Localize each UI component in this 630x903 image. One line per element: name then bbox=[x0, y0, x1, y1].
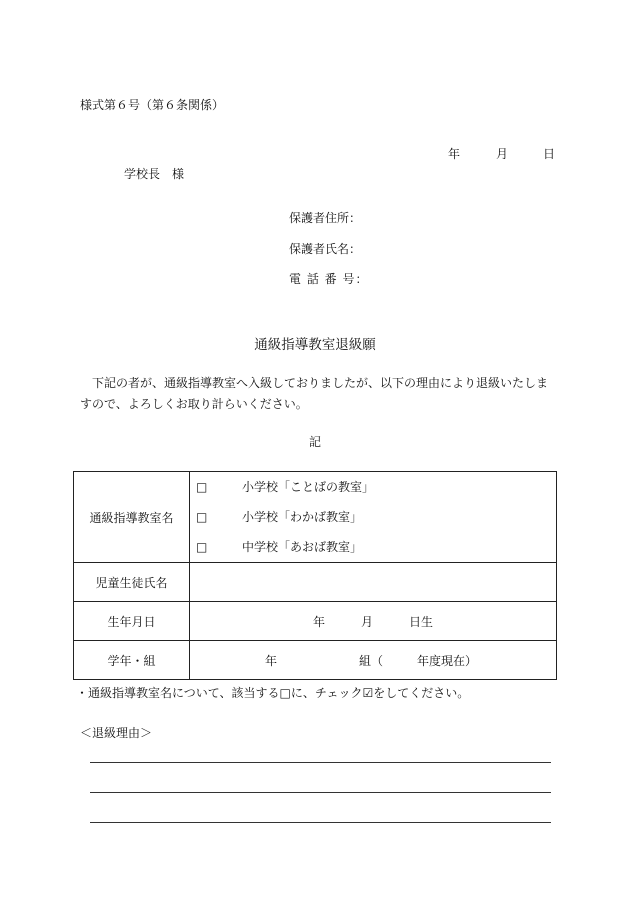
checkbox-icon[interactable]: □ bbox=[196, 540, 208, 554]
date-month-label: 月 bbox=[496, 147, 509, 161]
guardian-name-label: 保護者氏名： bbox=[289, 242, 362, 256]
checkbox-icon[interactable]: □ bbox=[196, 510, 208, 524]
classroom-option-label: 小学校「わかば教室」 bbox=[242, 510, 363, 524]
classroom-option[interactable] bbox=[190, 502, 556, 532]
student-name-field[interactable] bbox=[190, 563, 557, 602]
grade-class-label: 組（ bbox=[359, 653, 384, 668]
classroom-row bbox=[74, 472, 557, 563]
birth-month-label: 月 bbox=[361, 614, 374, 629]
grade-field[interactable] bbox=[190, 641, 557, 680]
date-line bbox=[448, 145, 555, 162]
grade-fiscal-label: 年度現在） bbox=[417, 653, 478, 668]
reason-line[interactable] bbox=[90, 762, 551, 763]
grade-row bbox=[74, 641, 557, 680]
check-instruction-note: ・通級指導教室名について、該当する□に、チェック☑をしてください。 bbox=[76, 686, 470, 700]
document-title: 通級指導教室退級願 bbox=[254, 337, 376, 353]
guardian-address-label: 保護者住所： bbox=[289, 211, 362, 225]
application-table bbox=[73, 471, 557, 680]
student-name-row bbox=[74, 563, 557, 602]
grade-year-label: 年 bbox=[265, 653, 278, 668]
reason-line[interactable] bbox=[90, 792, 551, 793]
guardian-phone-label: 電 話 番 号： bbox=[289, 272, 369, 286]
classroom-label: 通級指導教室名 bbox=[74, 472, 190, 563]
classroom-option[interactable] bbox=[190, 472, 556, 502]
birthdate-label: 生年月日 bbox=[74, 602, 190, 641]
reason-heading: ＜退級理由＞ bbox=[80, 726, 153, 740]
addressee: 学校長 様 bbox=[124, 167, 185, 181]
classroom-option-label: 中学校「あおば教室」 bbox=[242, 540, 363, 554]
classroom-options bbox=[190, 472, 557, 563]
checkbox-icon[interactable]: □ bbox=[196, 480, 208, 494]
date-day-label: 日 bbox=[543, 147, 556, 161]
student-name-label: 児童生徒氏名 bbox=[74, 563, 190, 602]
grade-label: 学年・組 bbox=[74, 641, 190, 680]
form-number: 様式第６号（第６条関係） bbox=[80, 98, 225, 112]
birthdate-field[interactable] bbox=[190, 602, 557, 641]
birthdate-row bbox=[74, 602, 557, 641]
classroom-option-label: 小学校「ことばの教室」 bbox=[242, 480, 375, 494]
ki-heading: 記 bbox=[308, 435, 321, 449]
classroom-option[interactable] bbox=[190, 532, 556, 562]
reason-line[interactable] bbox=[90, 822, 551, 823]
date-year-label: 年 bbox=[448, 147, 461, 161]
birth-day-label: 日生 bbox=[409, 614, 434, 629]
birth-year-label: 年 bbox=[313, 614, 326, 629]
body-text: 下記の者が、通級指導教室へ入級しておりましたが、以下の理由により退級いたしますので、よろしくお取り計らいください。 bbox=[80, 376, 549, 411]
